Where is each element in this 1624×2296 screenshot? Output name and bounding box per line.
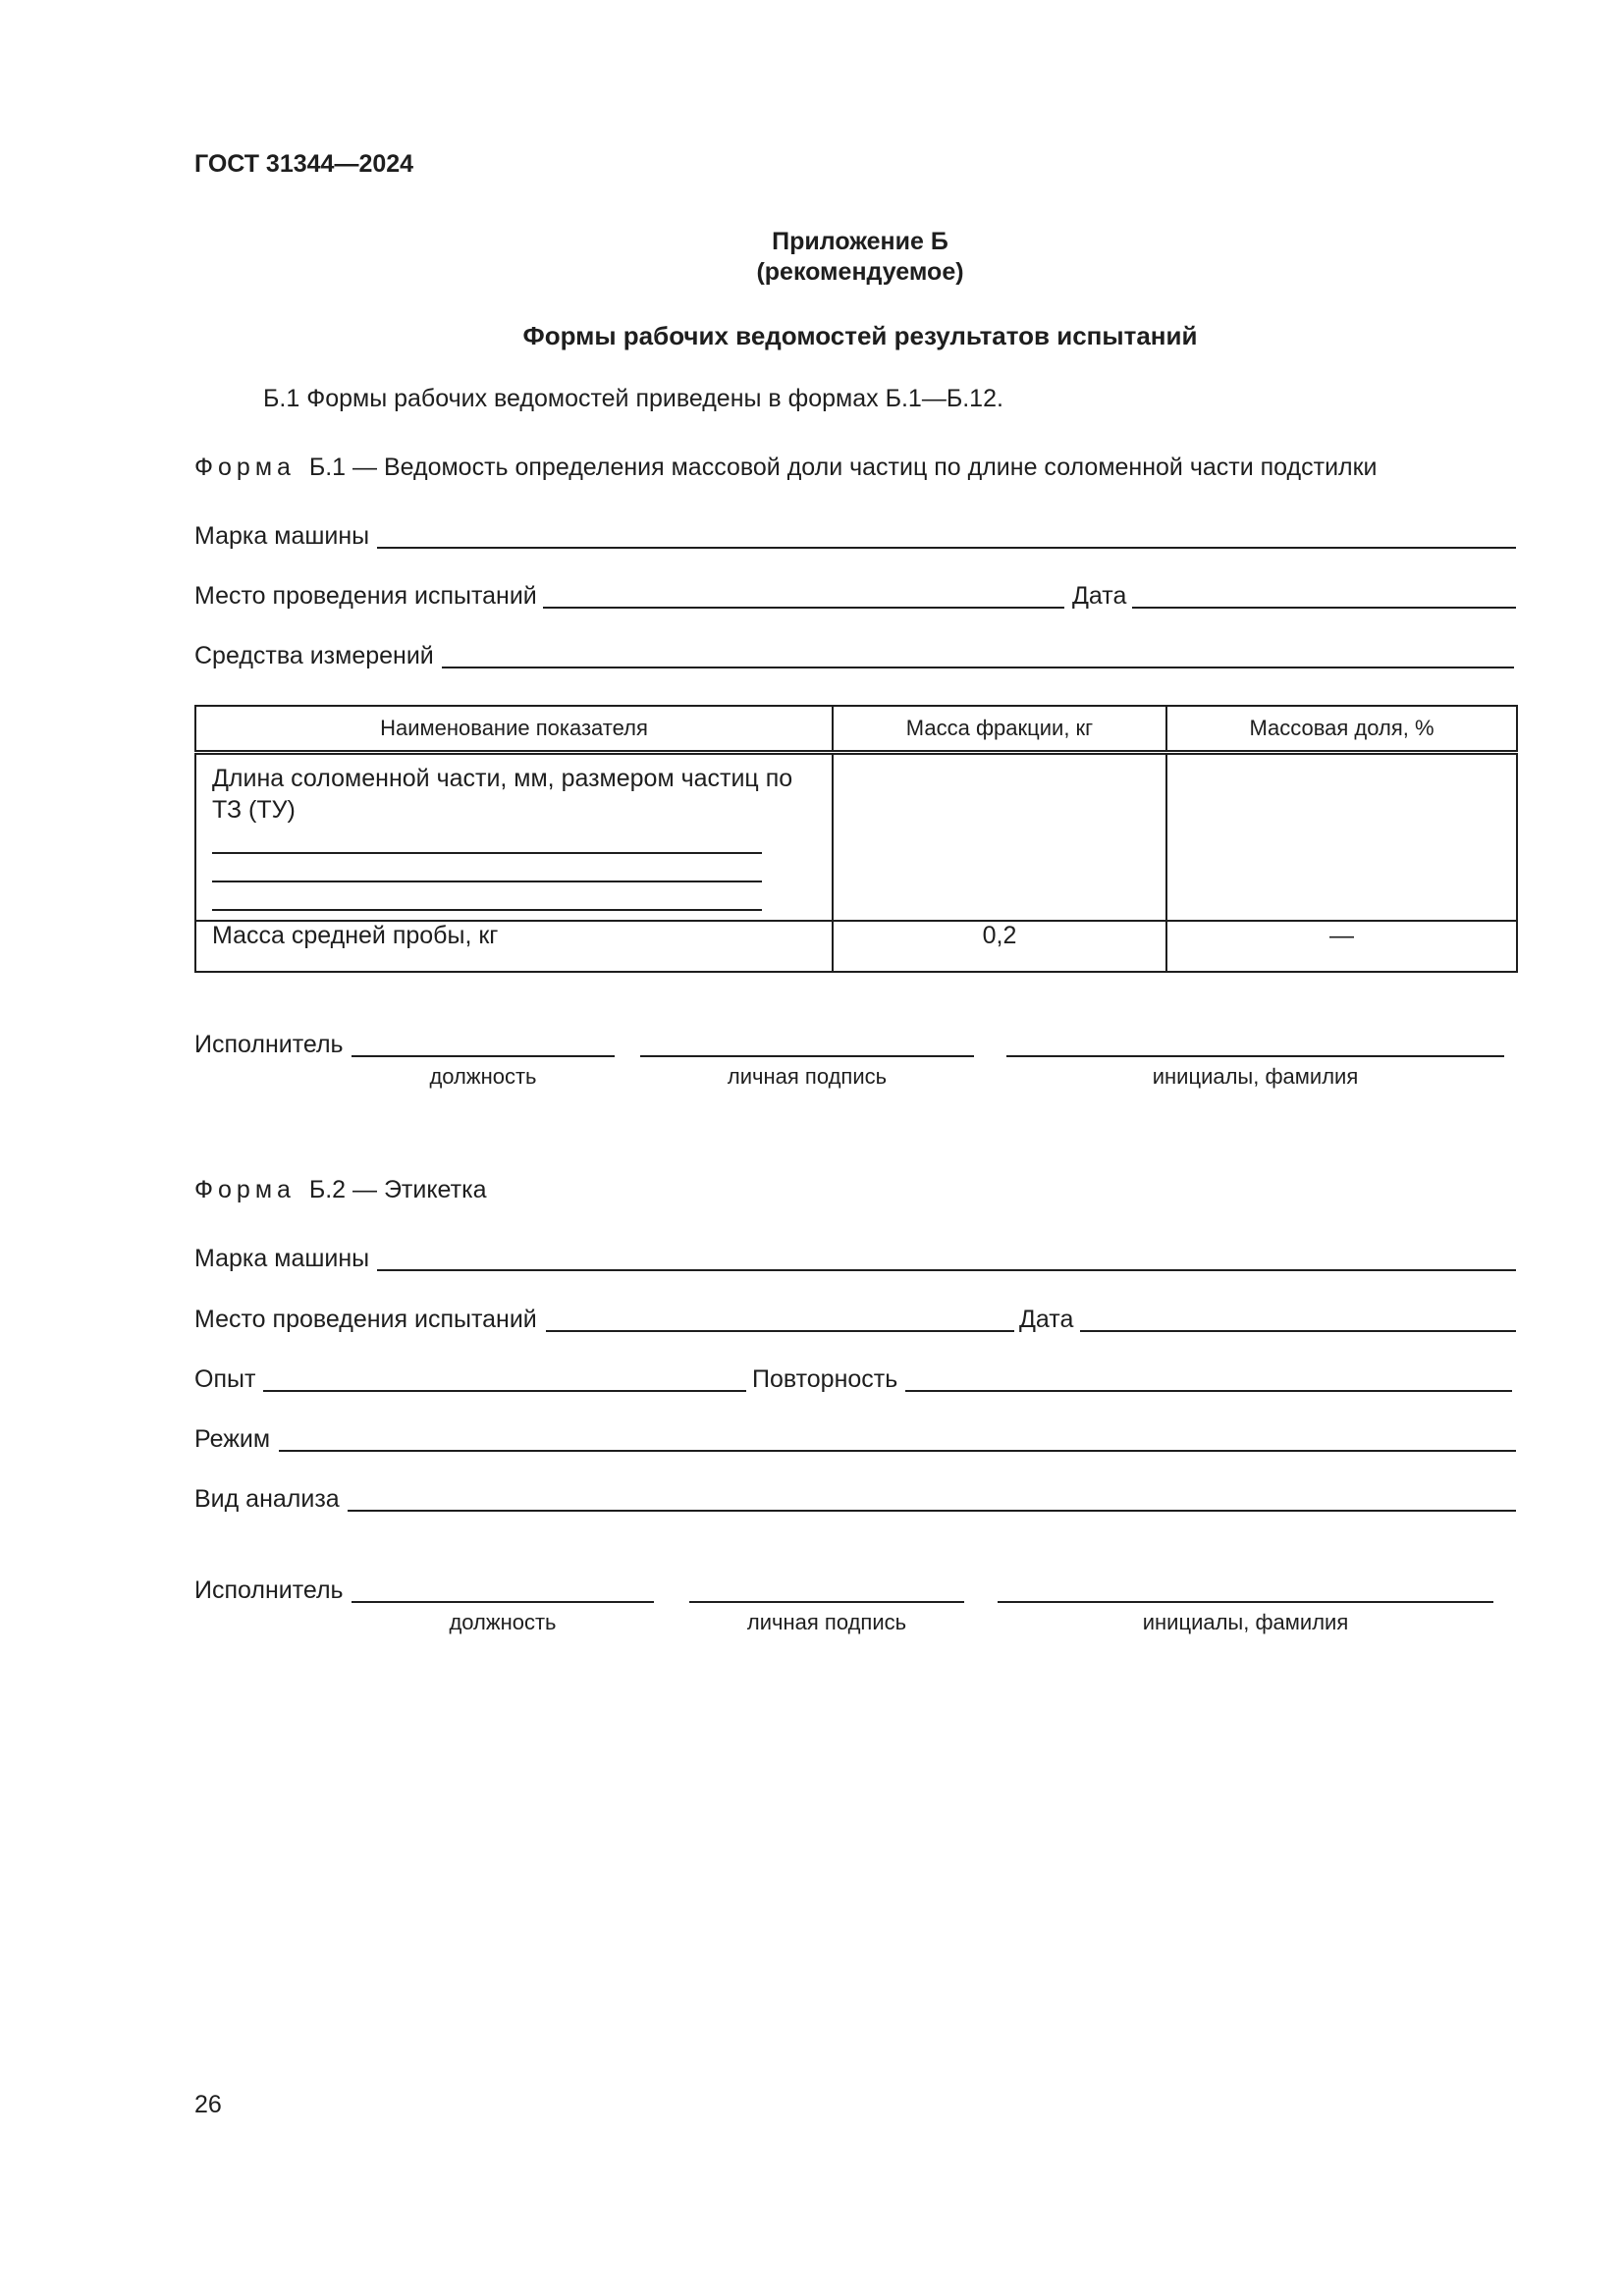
table-cell-share-blank[interactable] bbox=[1166, 753, 1517, 922]
table-cell-length bbox=[195, 753, 833, 922]
table-header-row bbox=[195, 706, 1517, 753]
form1-signature-field[interactable] bbox=[640, 1055, 974, 1057]
form2-name-field[interactable] bbox=[998, 1601, 1493, 1603]
table-blank-line[interactable] bbox=[212, 854, 762, 882]
form2-repeat-field[interactable] bbox=[905, 1390, 1512, 1392]
form2-caption-word: Форма bbox=[194, 1176, 296, 1203]
table-cell-length-text: Длина соломенной части, мм, размером частиц по ТЗ (ТУ) bbox=[212, 765, 793, 824]
form2-machine-label: Марка машины bbox=[194, 1245, 370, 1272]
form2-caption bbox=[194, 1176, 486, 1204]
appendix-intro: Б.1 Формы рабочих ведомостей приведены в формах Б.1—Б.12. bbox=[263, 385, 1003, 412]
form2-mode-field[interactable] bbox=[279, 1450, 1516, 1452]
form1-name-field[interactable] bbox=[1006, 1055, 1504, 1057]
form1-position-field[interactable] bbox=[352, 1055, 615, 1057]
appendix-status: (рекомендуемое) bbox=[756, 258, 964, 286]
table-row bbox=[195, 753, 1517, 922]
form1-caption-text: Б.1 — Ведомость определения массовой доли частиц по длине соломенной части подстилки bbox=[308, 454, 1378, 481]
form2-name-caption: инициалы, фамилия bbox=[1142, 1610, 1349, 1634]
form1-machine-label: Марка машины bbox=[194, 522, 370, 550]
appendix-heading: Формы рабочих ведомостей результатов испытаний bbox=[522, 321, 1198, 350]
form2-experiment-field[interactable] bbox=[263, 1390, 746, 1392]
appendix-title: Приложение Б bbox=[772, 228, 948, 255]
form1-instruments-label: Средства измерений bbox=[194, 642, 434, 669]
form2-date-label: Дата bbox=[1019, 1306, 1074, 1333]
form1-caption bbox=[194, 454, 1378, 482]
form1-instruments-field[interactable] bbox=[442, 667, 1514, 668]
form2-place-label: Место проведения испытаний bbox=[194, 1306, 537, 1333]
form2-repeat-label: Повторность bbox=[752, 1365, 898, 1393]
form2-executor-label: Исполнитель bbox=[194, 1576, 344, 1604]
form1-signature-caption: личная подпись bbox=[727, 1064, 888, 1089]
form2-date-field[interactable] bbox=[1080, 1330, 1516, 1332]
form2-machine-field[interactable] bbox=[377, 1269, 1516, 1271]
table-header-indicator: Наименование показателя bbox=[195, 706, 833, 753]
form1-executor-label: Исполнитель bbox=[194, 1031, 344, 1058]
form2-signature-field[interactable] bbox=[689, 1601, 964, 1603]
form1-machine-field[interactable] bbox=[377, 547, 1516, 549]
table-blank-line[interactable] bbox=[212, 882, 762, 911]
table-row bbox=[195, 921, 1517, 972]
form1-position-caption: должность bbox=[429, 1064, 537, 1089]
table-cell-sample-label: Масса средней пробы, кг bbox=[195, 921, 833, 972]
form1-place-field[interactable] bbox=[543, 607, 1064, 609]
form1-place-label: Место проведения испытаний bbox=[194, 582, 537, 610]
document-code: ГОСТ 31344—2024 bbox=[194, 150, 414, 178]
form2-mode-label: Режим bbox=[194, 1425, 271, 1453]
form1-caption-word: Форма bbox=[194, 454, 296, 481]
form2-analysis-field[interactable] bbox=[348, 1510, 1516, 1512]
page-number: 26 bbox=[194, 2091, 222, 2118]
table-cell-mass-blank[interactable] bbox=[833, 753, 1166, 922]
form1-table bbox=[194, 705, 1518, 973]
table-blank-line[interactable] bbox=[212, 826, 762, 854]
table-header-mass: Масса фракции, кг bbox=[833, 706, 1166, 753]
table-cell-sample-share: — bbox=[1166, 921, 1517, 972]
form2-place-field[interactable] bbox=[546, 1330, 1014, 1332]
form2-position-caption: должность bbox=[449, 1610, 557, 1634]
form2-experiment-label: Опыт bbox=[194, 1365, 256, 1393]
form1-name-caption: инициалы, фамилия bbox=[1152, 1064, 1359, 1089]
form2-signature-caption: личная подпись bbox=[746, 1610, 907, 1634]
table-header-share: Массовая доля, % bbox=[1166, 706, 1517, 753]
form1-date-label: Дата bbox=[1072, 582, 1127, 610]
form2-position-field[interactable] bbox=[352, 1601, 654, 1603]
table-cell-sample-mass: 0,2 bbox=[833, 921, 1166, 972]
form2-caption-text: Б.2 — Этикетка bbox=[308, 1176, 487, 1203]
form2-analysis-label: Вид анализа bbox=[194, 1485, 340, 1513]
form1-date-field[interactable] bbox=[1132, 607, 1516, 609]
